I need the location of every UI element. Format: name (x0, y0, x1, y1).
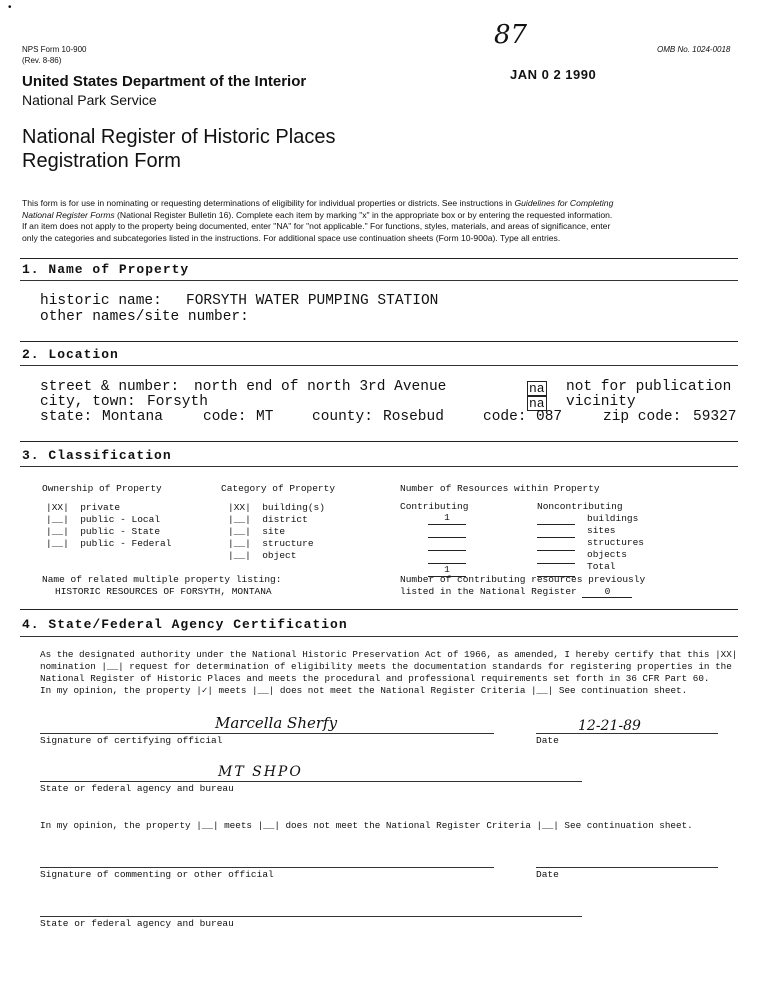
contributing-counts (428, 512, 466, 577)
category-option[interactable]: |__| structure (228, 538, 314, 549)
state-value[interactable]: Montana (102, 409, 163, 425)
ownership-option[interactable]: |__| public - Local (46, 514, 161, 525)
county-code-label: code: (483, 409, 527, 425)
noncontributing-count[interactable] (537, 551, 575, 564)
form-title-line1: National Register of Historic Places (22, 126, 336, 148)
contributing-count[interactable] (428, 538, 466, 551)
not-for-publication-label: not for publication (566, 379, 732, 395)
category-option[interactable]: |__| object (228, 550, 297, 561)
county-value[interactable]: Rosebud (383, 409, 444, 425)
related-listing-label: Name of related multiple property listing: (42, 574, 282, 585)
section-divider (20, 636, 738, 637)
agency-handwritten: MT SHPO (218, 764, 303, 780)
state-label: state: (40, 409, 93, 425)
not-for-publication-checkbox[interactable]: na (529, 381, 545, 396)
section-2-title: 2. Location (22, 347, 119, 362)
previously-listed-label-1: Number of contributing resources previously (400, 574, 646, 585)
instructions-paragraph: This form is for use in nominating or requesting determinations of eligibility for individual properties or districts. See instructions in Guidelines for Completing National Register Forms (National Register Bulletin 16). Complete each item by marking "x" in the appropriate box or by entering the requested information. If an item does not apply to the property being documented, enter "NA" for "not applicable." For functions, styles, materials, and areas of significance, enter only the categories and subcategories listed in the instructions. For additional space use continuation sheets (Form 10-900a). Type all entries. (22, 198, 614, 243)
form-title-line2: Registration Form (22, 150, 181, 172)
section-4-title: 4. State/Federal Agency Certification (22, 617, 348, 632)
omb-number: OMB No. 1024-0018 (657, 45, 731, 54)
ownership-option[interactable]: |__| public - State (46, 526, 161, 537)
commenting-signature-label: Signature of commenting or other official (40, 869, 274, 880)
date-label: Date (536, 869, 559, 880)
county-code-value[interactable]: 087 (536, 409, 563, 425)
contributing-count[interactable]: 1 (428, 512, 466, 525)
section-divider (20, 280, 738, 281)
contributing-header: Contributing (400, 501, 469, 512)
noncontributing-count[interactable] (537, 512, 575, 525)
noncontributing-count[interactable] (537, 525, 575, 538)
noncontributing-header: Noncontributing (537, 501, 623, 512)
ownership-header: Ownership of Property (42, 483, 162, 494)
section-divider (20, 258, 738, 259)
date-stamp: JAN 0 2 1990 (510, 67, 597, 82)
certifying-signature: Marcella Sherfy (215, 714, 338, 732)
vicinity-checkbox[interactable]: na (529, 396, 545, 411)
zip-value[interactable]: 59327 (693, 409, 737, 425)
form-revision: (Rev. 8-86) (22, 56, 62, 65)
section-divider (20, 365, 738, 366)
other-names-label: other names/site number: (40, 309, 249, 325)
county-label: county: (312, 409, 373, 425)
certification-date: 12-21-89 (578, 718, 641, 734)
date-line (536, 733, 718, 734)
agency-bureau-label: State or federal agency and bureau (40, 783, 234, 794)
signature-line (40, 867, 494, 868)
category-option[interactable]: |__| district (228, 514, 308, 525)
handwritten-number: 87 (494, 20, 528, 50)
contributing-count[interactable] (428, 551, 466, 564)
contributing-count[interactable]: 1 (428, 564, 466, 577)
ownership-options (46, 502, 171, 550)
form-number: NPS Form 10-900 (22, 45, 87, 54)
street-value[interactable]: north end of north 3rd Avenue (194, 379, 447, 395)
corner-mark: • (8, 2, 12, 13)
street-label: street & number: (40, 379, 180, 395)
historic-name-label: historic name: (40, 293, 162, 309)
resources-header: Number of Resources within Property (400, 483, 600, 494)
related-listing-value[interactable]: HISTORIC RESOURCES OF FORSYTH, MONTANA (55, 586, 272, 597)
noncontributing-counts (537, 512, 575, 577)
section-divider (20, 341, 738, 342)
category-header: Category of Property (221, 483, 336, 494)
department-name: United States Department of the Interior (22, 73, 307, 90)
contributing-count[interactable] (428, 525, 466, 538)
resource-type-labels: buildings sites structures objects Total (587, 513, 645, 572)
section-divider (20, 466, 738, 467)
certification-text: As the designated authority under the National Historic Preservation Act of 1966, as amended, I hereby certify that this |XX| nomination |__| request for determination of eligibility meets the documentation standards for registering properties in the National Register of Historic Places and meets the procedural and professional requirements set forth in 36 CFR Part 60. In my opinion, the property |✓| meets |__| does not meet the National Register Criteria |__| See continuation sheet. (40, 649, 738, 696)
vicinity-label: vicinity (566, 394, 636, 410)
ownership-option[interactable]: |__| public - Federal (46, 538, 172, 549)
state-code-value[interactable]: MT (256, 409, 274, 425)
zip-label: zip code: (603, 409, 682, 425)
previously-listed-value[interactable]: 0 (582, 586, 632, 598)
previously-listed-label-2: listed in the National Register 0 (400, 586, 632, 598)
city-value[interactable]: Forsyth (147, 394, 208, 410)
category-option[interactable]: |__| site (228, 526, 286, 537)
agency-line (40, 781, 582, 782)
section-1-title: 1. Name of Property (22, 262, 190, 277)
state-code-label: code: (203, 409, 247, 425)
section-divider (20, 609, 738, 610)
opinion-statement: In my opinion, the property |__| meets |__| does not meet the National Register Criteria |__| See continuation sheet. (40, 820, 693, 831)
service-name: National Park Service (22, 92, 157, 108)
date-line (536, 867, 718, 868)
section-divider (20, 441, 738, 442)
agency-line (40, 916, 582, 917)
signature-line (40, 733, 494, 734)
ownership-option[interactable]: |XX| private (46, 502, 121, 513)
category-options (228, 502, 325, 562)
city-label: city, town: (40, 394, 136, 410)
noncontributing-count[interactable] (537, 538, 575, 551)
agency-bureau-label: State or federal agency and bureau (40, 918, 234, 929)
historic-name-value[interactable]: FORSYTH WATER PUMPING STATION (186, 293, 439, 309)
section-3-title: 3. Classification (22, 448, 172, 463)
date-label: Date (536, 735, 559, 746)
category-option[interactable]: |XX| building(s) (228, 502, 325, 513)
certifying-signature-label: Signature of certifying official (40, 735, 223, 746)
